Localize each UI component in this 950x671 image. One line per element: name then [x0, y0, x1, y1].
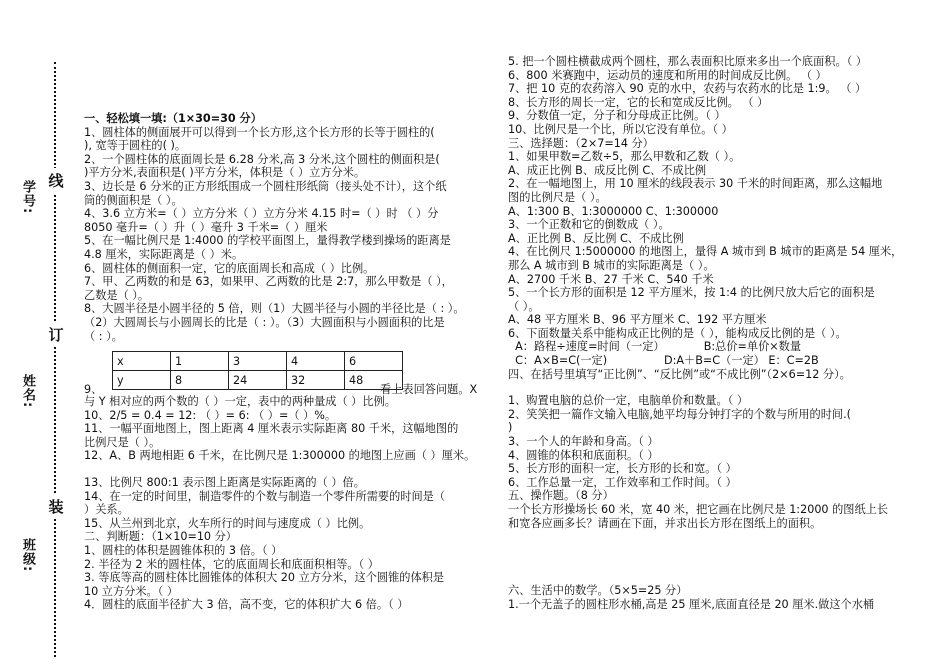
text-line: 11、一幅平面地图上，图上距离 4 厘米表示实际距离 80 千米，这幅地图的	[84, 422, 459, 436]
text-line: 2、一个圆柱体的底面周长是 6.28 分米,高 3 分米,这个圆柱的侧面积是(	[84, 152, 440, 166]
text-line: 和宽各应画多长？请画在下面，并求出长方形在图纸上的面积。	[508, 516, 822, 530]
text-line: 6、800 米赛跑中，运动员的速度和所用的时间成反比例。 （ ）	[508, 68, 827, 82]
section6-title: 六、生活中的数学。（5×5=25 分）	[508, 584, 688, 598]
text-line: 6、圆柱体的侧面积一定，它的底面周长和高成（ ）比例。	[84, 261, 375, 275]
text-line: 10 立方分米。（ ）	[84, 584, 179, 598]
text-line: 13、比例尺 800:1 表示图上距离是实际距离的（ ）倍。	[84, 476, 365, 490]
text-line: 6、下面数量关系中能构成正比例的是（ ），能构成反比例的是（ ）。	[508, 326, 847, 340]
class-label: 班级:	[20, 538, 35, 573]
section5-title: 五、操作题。（8 分）	[508, 489, 614, 503]
text-line: 10、比例尺是一个比，所以它没有单位。（ ）	[508, 122, 733, 136]
text-line: 3、一个正数和它的倒数成（ ）。	[508, 218, 670, 232]
text-line: ), 宽等于圆柱的( )。	[84, 139, 187, 153]
text-line: 1、如果甲数=乙数÷5，那么甲数和乙数（ ）。	[508, 150, 741, 164]
table-cell: 4	[287, 352, 345, 371]
text-line: 那么 A 城市到 B 城市的实际距离是（ ）。	[508, 258, 715, 272]
text-line: 乙数是（ ）。	[84, 288, 150, 302]
text-line: 6、工作总量一定，工作效率和工作时间。（ ）	[508, 475, 737, 489]
binding-char-xian: 线	[48, 168, 64, 193]
text-line: 14、在一定的时间里，制造零件的个数与制造一个零件所需要的时间是（	[84, 489, 446, 503]
text-line: 2、在一幅地图上，用 10 厘米的线段表示 30 千米的时间距离，那么这幅地	[508, 177, 883, 191]
table-cell: 6	[345, 352, 403, 371]
text-line: 2、笑笑把一篇作文输入电脑,她平均每分钟打字的个数与所用的时间.(	[508, 407, 852, 421]
text-line: 1、购置电脑的总价一定，电脑单价和数量。（ ）	[508, 394, 749, 408]
binding-char-ding: 订	[48, 322, 64, 347]
xy-table	[112, 351, 403, 390]
right-column	[508, 55, 924, 611]
text-line: 4、3.6 立方米=（ ）立方分米（ ）立方分米 4.15 时=（ ）时 （ ）分	[84, 207, 439, 221]
text-line: 5、一个长方形的面积是 12 平方厘米，按 1:4 的比例尺放大后它的面积是	[508, 286, 875, 300]
text-line: （ ）。	[508, 299, 540, 313]
table-cell: 3	[229, 352, 287, 371]
text-line: A、1:300 B、1:3000000 C、1:300000	[508, 204, 719, 218]
text-line: A、48 平方厘米 B、96 平方厘米 C、192 平方厘米	[508, 313, 767, 327]
text-line: 2. 半径为 2 米的圆柱体，它的底面周长和底面积相等。（ ）	[84, 557, 379, 571]
text-line: 10、2/5 = 0.4 = 12: （ ）= 6: （ ）=（ ）%。	[84, 408, 337, 422]
text-line: （2）大圆周长与小圆周长的比是（ : ）。（3）大圆面积与小圆面积的比是	[84, 315, 445, 329]
text-line: A、2700 千米 B、27 千米 C、540 千米	[508, 272, 714, 286]
text-line: 5、长方形的面积一定，长方形的长和宽。（ ）	[508, 462, 737, 476]
text-line: 3. 等底等高的圆柱体比圆锥体的体积大 20 立方分米，这个圆锥的体积是	[84, 571, 445, 585]
text-line: 5、在一幅比例尺是 1:4000 的学校平面图上，量得教学楼到操场的距离是	[84, 234, 451, 248]
text-line: 15、从兰州到北京，火车所行的时间与速度成（ ）比例。	[84, 516, 371, 530]
section2-title: 二、判断题：（1×10=10 分）	[84, 530, 237, 544]
text-line: 8050 毫升=（ ）升（ ）毫升 3 千米=（ ）厘米	[84, 220, 328, 234]
table-cell: x	[113, 352, 171, 371]
text-line: 8、大圆半径是小圆半径的 5 倍，则（1）大圆半径与小圆的半径比是（ : ）。	[84, 302, 465, 316]
text-line: 4、圆锥的体积和底面积。（ ）	[508, 448, 659, 462]
text-line: ）关系。	[84, 503, 129, 517]
table-row-x	[113, 352, 403, 371]
text-line: 1.一个无盖子的圆柱形水桶,高是 25 厘米,底面直径是 20 厘米.做这个水桶	[508, 597, 875, 611]
text-line: A、成正比例 B、成反比例 C、不成比例	[508, 163, 707, 177]
text-line: A、正比例 B、反比例 C、不成比例	[508, 231, 684, 245]
text-line: 7、把 10 克的农药溶入 90 克的水中，农药与农药水的比是 1:9。 （ ）	[508, 82, 867, 96]
text-line: 8、长方形的周长一定，它的长和宽成反比例。 （ ）	[508, 95, 769, 109]
text-line: 一个长方形操场长 60 米，宽 40 米，把它画在比例尺是 1:2000 的图纸上长	[508, 503, 889, 516]
binding-char-zhuang: 装	[48, 494, 64, 519]
question-9	[84, 351, 496, 395]
table-cell: 1	[171, 352, 229, 371]
text-line: 比例尺是（ ）。	[84, 435, 161, 449]
text-line: )平方分米,表面积是( )平方分米，体积是（ ）立方分米。	[84, 166, 366, 180]
text-line: 9、分数值一定，分子和分母成正比例。（ ）	[508, 109, 726, 123]
table-cell: 8	[171, 371, 229, 390]
text-line: 4．圆柱的底面半径扩大 3 倍，高不变，它的体积扩大 6 倍。（ ）	[84, 598, 409, 612]
student-number-label: 学号:	[20, 180, 35, 215]
text-line: 与 Y 相对应的两个数的（ ）一定，表中的两种量成（ ）比例。	[84, 395, 396, 409]
table-cell: 32	[287, 371, 345, 390]
question-9-number: 9、	[84, 383, 103, 397]
text-line: 筒的侧面积是（ ）。	[84, 193, 183, 207]
text-line: 图的比例尺是（ ）。	[508, 190, 607, 204]
table-cell: 48	[345, 371, 403, 390]
question-9-text: 看上表回答问题。X	[380, 383, 478, 397]
section1-title: 一、轻松填一填:（1×30=30 分）	[84, 112, 262, 125]
text-line: C：A×B=C(一定) D:A＋B=C（一定） E：C=2B	[508, 354, 819, 368]
text-line: 四、在括号里填写“正比例”、“反比例”或“不成比例”（2×6=12 分）。	[508, 367, 851, 381]
text-line: 4.8 厘米，实际距离是（ ）米。	[84, 247, 244, 261]
table-cell: 24	[229, 371, 287, 390]
text-line: A：路程÷速度=时间（一定） B:总价=单价×数量	[508, 340, 802, 354]
text-line: 1、圆柱的体积是圆锥体积的 3 倍。（ ）	[84, 544, 283, 558]
text-line: 3、边长是 6 分米的正方形纸围成一个圆柱形纸筒（接头处不计），这个纸	[84, 179, 447, 193]
section3-title: 三、选择题：（2×7=14 分）	[508, 136, 654, 150]
text-line: （ : ）。	[84, 329, 123, 343]
text-line: 1、圆柱体的侧面展开可以得到一个长方形,这个长方形的长等于圆柱的(	[84, 125, 435, 139]
text-line: 12、A、B 两地相距 6 千米，在比例尺是 1:300000 的地图上应画（ ）厘米。	[84, 449, 476, 463]
student-name-label: 姓名:	[20, 374, 35, 409]
table-cell: y	[113, 371, 171, 390]
binding-dotted-line	[54, 62, 56, 657]
table-row-y	[113, 371, 403, 390]
left-column	[84, 112, 496, 612]
text-line: 5. 把一个圆柱横截成两个圆柱，那么表面积比原来多出一个底面积。（ ）	[508, 55, 868, 68]
text-line: )	[508, 421, 513, 435]
text-line: 3、一个人的年龄和身高。（ ）	[508, 435, 659, 449]
text-line: 4、在比例尺 1:5000000 的地图上，量得 A 城市到 B 城市的距离是 54 厘米，	[508, 245, 903, 259]
text-line: 7、甲、乙两数的和是 63，如果甲、乙两数的比是 2:7，那么甲数是（ ），	[84, 275, 453, 289]
